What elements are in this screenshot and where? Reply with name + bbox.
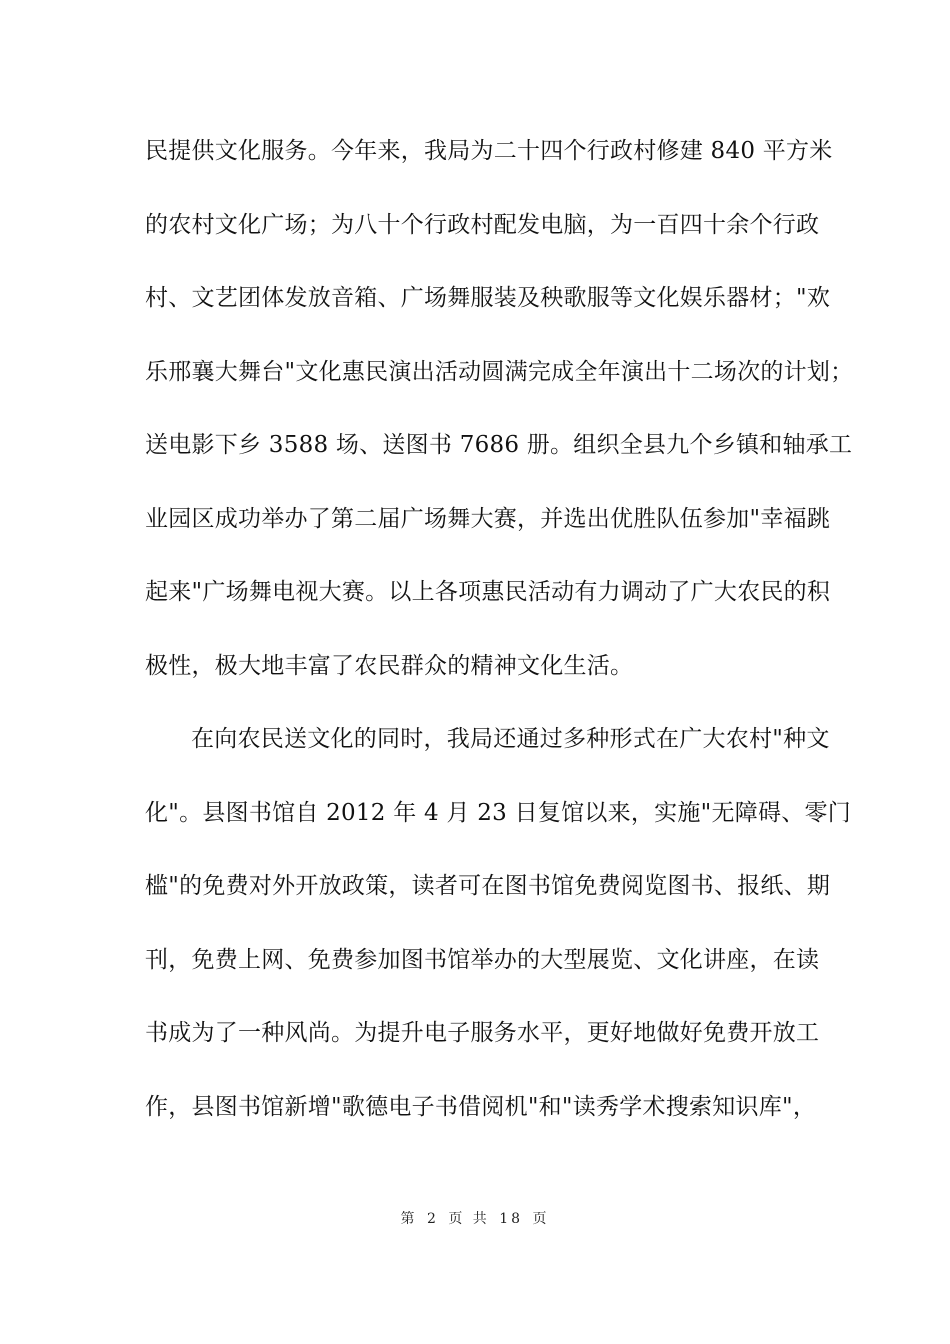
footer-total-pages: 18 bbox=[499, 1211, 524, 1227]
page-footer bbox=[0, 1208, 950, 1228]
paragraph-1 bbox=[145, 128, 854, 716]
footer-current-page: 2 bbox=[426, 1211, 439, 1227]
footer-suffix: 页 bbox=[532, 1211, 550, 1227]
paragraph-line: 的农村文化广场；为八十个行政村配发电脑，为一百四十余个行政 bbox=[145, 211, 820, 238]
paragraph-line: 化"。县图书馆自 2012 年 4 月 23 日复馆以来，实施"无障碍、零门 bbox=[145, 799, 851, 826]
body-text bbox=[145, 128, 854, 1157]
paragraph-line: 刊，免费上网、免费参加图书馆举办的大型展览、文化讲座，在读 bbox=[145, 946, 820, 973]
paragraph-line: 极性，极大地丰富了农民群众的精神文化生活。 bbox=[145, 652, 634, 679]
paragraph-line: 作，县图书馆新增"歌德电子书借阅机"和"读秀学术搜索知识库"， bbox=[145, 1093, 817, 1120]
footer-middle: 页 共 bbox=[448, 1211, 490, 1227]
paragraph-line: 在向农民送文化的同时，我局还通过多种形式在广大农村"种文 bbox=[191, 726, 830, 752]
paragraph-line: 送电影下乡 3588 场、送图书 7686 册。组织全县九个乡镇和轴承工 bbox=[145, 432, 853, 458]
paragraph-line: 乐邢襄大舞台"文化惠民演出活动圆满完成全年演出十二场次的计划； bbox=[145, 358, 854, 385]
paragraph-line: 书成为了一种风尚。为提升电子服务水平，更好地做好免费开放工 bbox=[145, 1020, 820, 1046]
footer-prefix: 第 bbox=[400, 1211, 418, 1227]
paragraph-line: 业园区成功举办了第二届广场舞大赛，并选出优胜队伍参加"幸福跳 bbox=[145, 505, 831, 532]
paragraph-line: 槛"的免费对外开放政策，读者可在图书馆免费阅览图书、报纸、期 bbox=[145, 873, 831, 899]
paragraph-line: 民提供文化服务。今年来，我局为二十四个行政村修建 840 平方米 bbox=[145, 138, 833, 164]
paragraph-line: 村、文艺团体发放音箱、广场舞服装及秧歌服等文化娱乐器材；"欢 bbox=[145, 285, 831, 311]
paragraph-line: 起来"广场舞电视大赛。以上各项惠民活动有力调动了广大农民的积 bbox=[145, 579, 831, 605]
paragraph-2 bbox=[145, 716, 851, 1157]
